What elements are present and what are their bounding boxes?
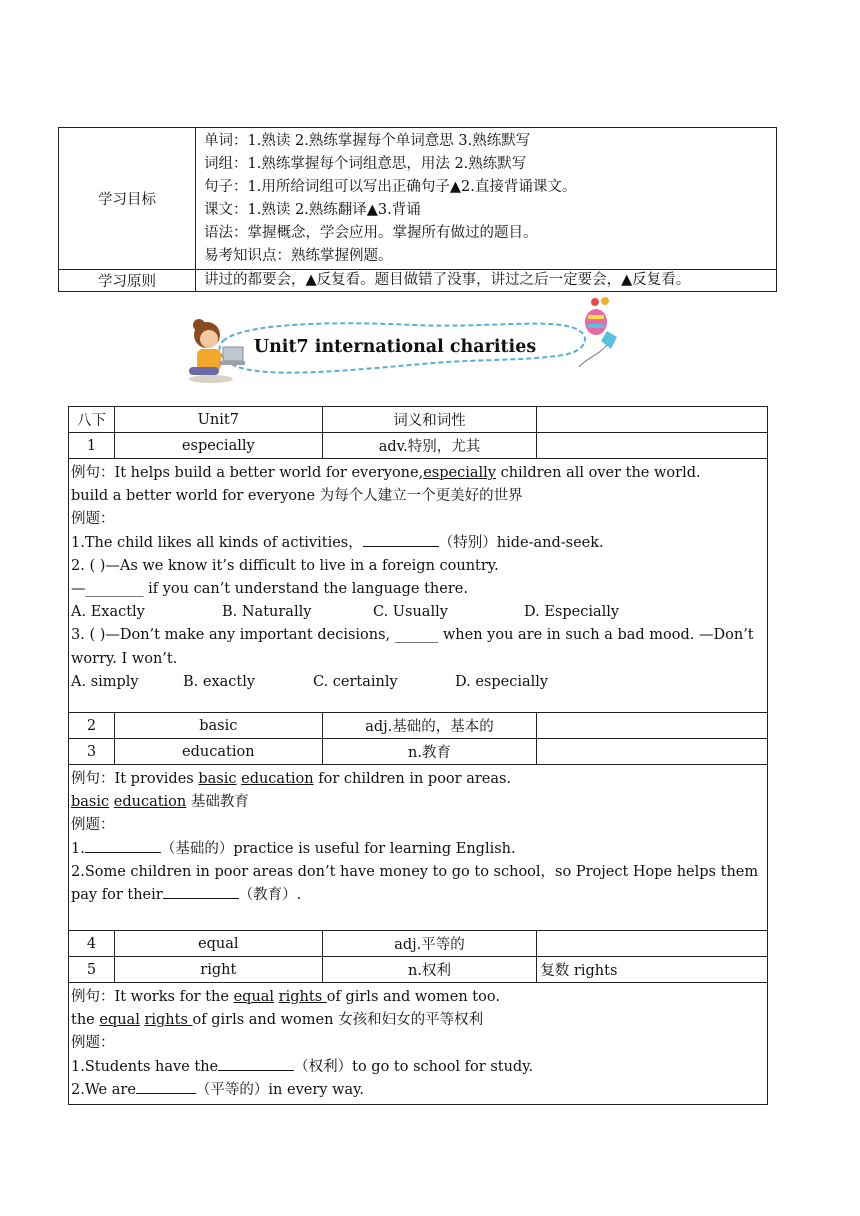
example-block-equal-rights bbox=[69, 983, 768, 1105]
principle-label: 学习原则 bbox=[59, 270, 196, 292]
example-translation: the equal rights of girls and women 女孩和妇女的平等权利 bbox=[71, 1012, 484, 1029]
word-number: 4 bbox=[69, 931, 115, 957]
goal-line: 易考知识点：熟练掌握例题。 bbox=[204, 248, 393, 264]
word: education bbox=[114, 739, 322, 765]
example-block-especially bbox=[69, 459, 768, 713]
unit-title: Unit7 international charities bbox=[253, 337, 537, 357]
answer-blank[interactable] bbox=[163, 884, 239, 899]
vocab-table bbox=[68, 406, 768, 1105]
exercise-label: 例题： bbox=[71, 511, 115, 528]
exercise-question: 2.We are （平等的）in every way. bbox=[71, 1079, 767, 1102]
option: D. Especially bbox=[524, 604, 620, 621]
header-meaning: 词义和词性 bbox=[322, 407, 537, 433]
option: B. exactly bbox=[183, 673, 256, 690]
option: B. Naturally bbox=[222, 604, 312, 621]
word-meaning: n.权利 bbox=[322, 957, 537, 983]
girl-with-laptop-icon bbox=[189, 319, 245, 383]
word-note bbox=[537, 739, 768, 765]
principle-text bbox=[196, 270, 777, 292]
exercise-question: 3. ( )—Don’t make any important decisions, ______ when you are in such a bad mood. —Don’t worry. I won’t. bbox=[71, 627, 754, 667]
word: right bbox=[114, 957, 322, 983]
example-translation: build a better world for everyone 为每个人建立一个更美好的世界 bbox=[71, 488, 523, 505]
header-grade: 八下 bbox=[69, 407, 115, 433]
vocab-row bbox=[69, 957, 768, 983]
goal-line: 课文：1.熟读 2.熟练翻译▲3.背诵 bbox=[204, 202, 421, 218]
goal-line: 词组：1.熟练掌握每个词组意思，用法 2.熟练默写 bbox=[204, 156, 527, 172]
example-sentence: 例句：It works for the equal rights of girls and women too. bbox=[71, 989, 500, 1005]
example-block-basic-education bbox=[69, 765, 768, 931]
goals-content bbox=[196, 128, 777, 270]
vocab-row bbox=[69, 931, 768, 957]
vocab-row bbox=[69, 713, 768, 739]
word-meaning: n.教育 bbox=[322, 739, 537, 765]
word-note bbox=[537, 713, 768, 739]
learning-goals-table bbox=[58, 127, 777, 292]
exercise-label: 例题： bbox=[71, 817, 115, 834]
header-unit: Unit7 bbox=[114, 407, 322, 433]
word-meaning: adj.基础的，基本的 bbox=[322, 713, 537, 739]
word-number: 1 bbox=[69, 433, 115, 459]
word: especially bbox=[114, 433, 322, 459]
exercise-question: 2.Some children in poor areas don’t have money to go to school，so Project Hope helps them pay for their （教育）. bbox=[71, 863, 759, 904]
exercise-question: 1.Students have the （权利）to go to school for study. bbox=[71, 1056, 767, 1079]
word: equal bbox=[114, 931, 322, 957]
goal-line: 单词：1.熟读 2.熟练掌握每个单词意思 3.熟练默写 bbox=[204, 133, 531, 149]
exercise-question: 1.The child likes all kinds of activities， （特别）hide-and-seek. bbox=[71, 532, 767, 555]
goals-row bbox=[59, 128, 777, 270]
word-note bbox=[537, 931, 768, 957]
exercise-label: 例题： bbox=[71, 1035, 115, 1052]
option: A. simply bbox=[71, 673, 139, 690]
answer-blank[interactable] bbox=[218, 1056, 294, 1071]
option: A. Exactly bbox=[71, 604, 145, 621]
word-number: 2 bbox=[69, 713, 115, 739]
answer-blank[interactable] bbox=[363, 532, 439, 547]
goal-line: 句子：1.用所给词组可以写出正确句子▲2.直接背诵课文。 bbox=[204, 179, 577, 195]
kite-icon bbox=[579, 297, 617, 367]
example-block-row bbox=[69, 983, 768, 1105]
vocab-header-row bbox=[69, 407, 768, 433]
word: basic bbox=[114, 713, 322, 739]
answer-blank[interactable] bbox=[85, 838, 161, 853]
exercise-options bbox=[71, 671, 767, 694]
example-translation: basic education 基础教育 bbox=[71, 794, 249, 811]
word-meaning: adj.平等的 bbox=[322, 931, 537, 957]
principle-row bbox=[59, 270, 777, 292]
word-note bbox=[537, 433, 768, 459]
exercise-question: 1. （基础的）practice is useful for learning English. bbox=[71, 838, 767, 861]
word-number: 3 bbox=[69, 739, 115, 765]
option: C. Usually bbox=[373, 604, 448, 621]
principle-line: 讲过的都要会，▲反复看。题目做错了没事，讲过之后一定要会，▲反复看。 bbox=[204, 272, 691, 288]
option: D. especially bbox=[455, 673, 549, 690]
word-number: 5 bbox=[69, 957, 115, 983]
goals-label: 学习目标 bbox=[59, 128, 196, 270]
word-note: 复数 rights bbox=[537, 957, 768, 983]
example-block-row bbox=[69, 459, 768, 713]
exercise-question: 2. ( )—As we know it’s difficult to live in a foreign country. bbox=[71, 557, 499, 574]
vocab-row bbox=[69, 739, 768, 765]
exercise-question: —________ if you can’t understand the language there. bbox=[71, 581, 468, 598]
answer-blank[interactable] bbox=[136, 1079, 196, 1094]
example-block-row bbox=[69, 765, 768, 931]
header-note bbox=[537, 407, 768, 433]
word-meaning: adv.特别，尤其 bbox=[322, 433, 537, 459]
exercise-options bbox=[71, 601, 767, 624]
goal-line: 语法：掌握概念，学会应用。掌握所有做过的题目。 bbox=[204, 225, 538, 241]
option: C. certainly bbox=[313, 673, 398, 690]
vocab-row bbox=[69, 433, 768, 459]
example-sentence: 例句：It helps build a better world for everyone,especially children all over the world. bbox=[71, 465, 701, 481]
example-sentence: 例句：It provides basic education for children in poor areas. bbox=[71, 771, 512, 787]
